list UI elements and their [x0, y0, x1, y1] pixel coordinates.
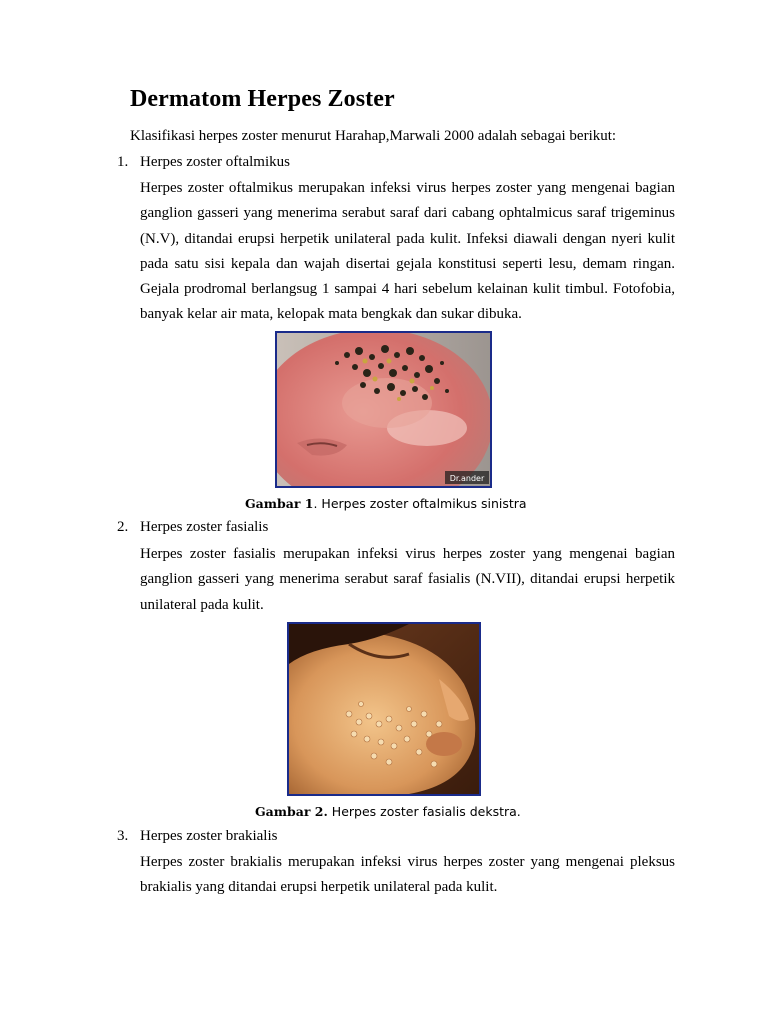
- item-3-number: 3.: [117, 828, 129, 844]
- item-3-heading: [117, 828, 277, 845]
- figure-1-caption-text: . Herpes zoster oftalmikus sinistra: [313, 496, 527, 511]
- figure-1-caption: [245, 496, 527, 511]
- item-1-heading: [117, 154, 290, 171]
- item-3-title: Herpes zoster brakialis: [140, 828, 278, 844]
- figure-2-caption-text: Herpes zoster fasialis dekstra.: [327, 804, 521, 819]
- item-2-heading: [117, 519, 268, 536]
- figure-1-image: [275, 331, 492, 488]
- item-1-number: 1.: [117, 154, 129, 170]
- figure-1-watermark: Dr.ander: [449, 474, 485, 483]
- figure-2-image: [287, 622, 481, 796]
- intro-text: Klasifikasi herpes zoster menurut Harahap,Marwali 2000 adalah sebagai berikut:: [130, 128, 617, 144]
- item-1-paragraph: Herpes zoster oftalmikus merupakan infeksi virus herpes zoster yang mengenai bagian ganglion gasseri yang menerima serabut saraf dari cabang ophtalmicus saraf trigeminus (N.V), ditandai erupsi herpetik unilateral pada kulit. Infeksi diawali dengan nyeri kulit pada satu sisi kepala dan wajah disertai gejala konstitusi seperti lesu, demam ringan. Gejala prodromal berlangsug 1 sampai 4 hari sebelum kelainan kulit timbul. Fotofobia, banyak kelar air mata, kelopak mata bengkak dan sukar dibuka.: [140, 180, 675, 323]
- item-3-paragraph: Herpes zoster brakialis merupakan infeksi virus herpes zoster yang mengenai pleksus brakialis yang ditandai erupsi herpetik unilateral pada kulit.: [140, 854, 675, 896]
- figure-1-caption-label: Gambar 1: [245, 496, 314, 511]
- figure-2-caption: [255, 804, 521, 819]
- page-title: Dermatom Herpes Zoster: [130, 86, 395, 112]
- item-2-title: Herpes zoster fasialis: [140, 519, 269, 535]
- figure-1-illustration: [277, 333, 490, 486]
- figure-2-illustration: [289, 624, 479, 794]
- item-2-number: 2.: [117, 519, 129, 535]
- item-2-paragraph: Herpes zoster fasialis merupakan infeksi virus herpes zoster yang mengenai bagian ganglion gasseri yang menerima serabut saraf fasialis (N.VII), ditandai erupsi herpetik unilateral pada kulit.: [140, 546, 675, 613]
- item-1-title: Herpes zoster oftalmikus: [140, 154, 290, 170]
- figure-2-caption-label: Gambar 2.: [255, 804, 328, 819]
